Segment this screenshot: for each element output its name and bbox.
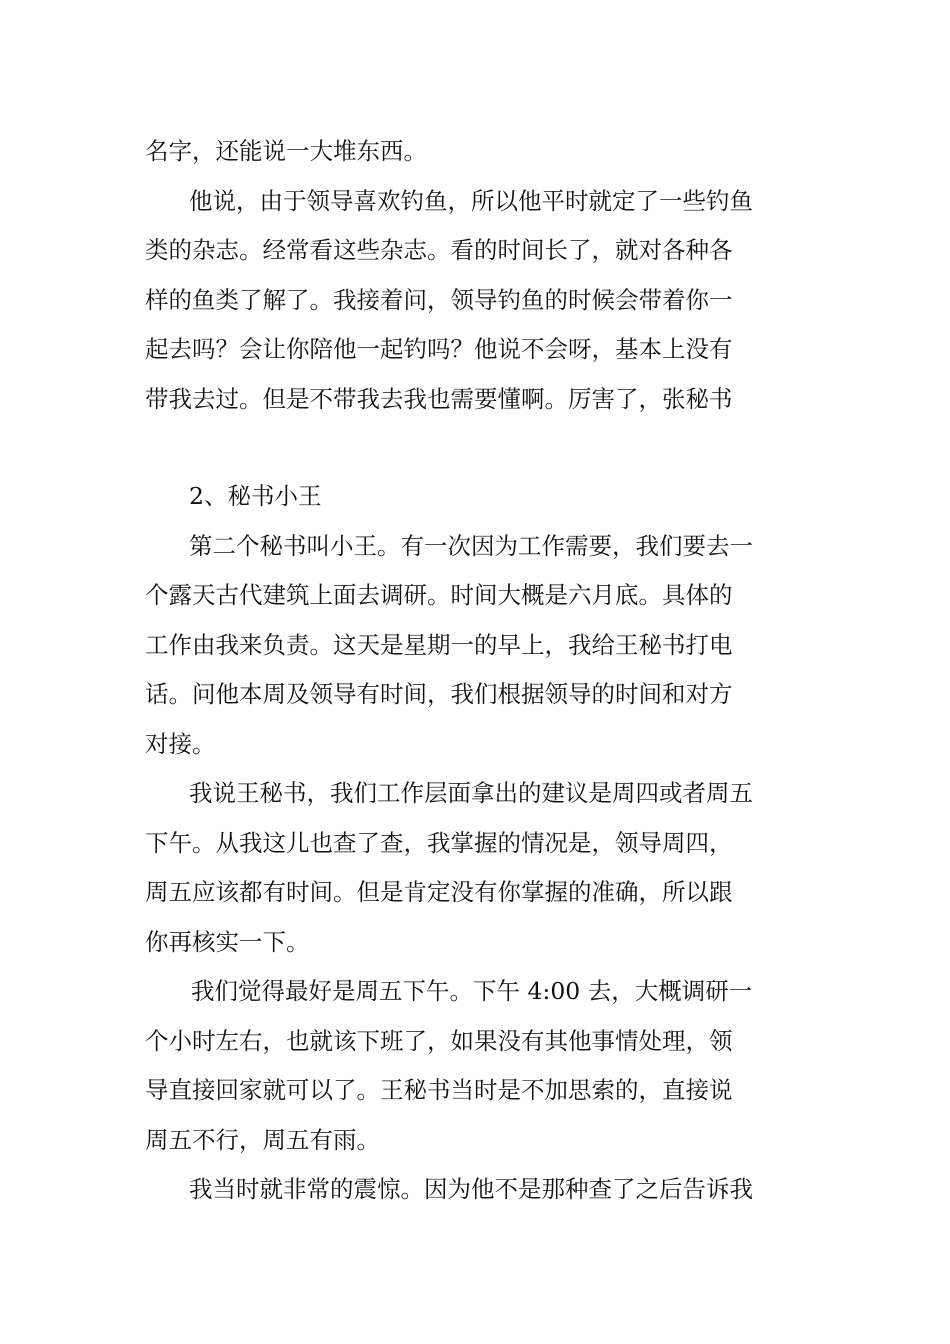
text-line: 你再核实一下。	[145, 927, 310, 956]
section-gap	[145, 424, 810, 472]
text-line: 个露天古代建筑上面去调研。时间大概是六月底。具体的	[145, 581, 733, 609]
text-line: 样的鱼类了解了。我接着问，领导钓鱼的时候会带着你一	[145, 285, 733, 314]
text-line: 我们觉得最好是周五下午。下午 4:00 去，大概调研一	[191, 977, 753, 1005]
text-line: 第二个秘书叫小王。有一次因为工作需要，我们要去一	[189, 531, 753, 560]
text-line: 下午。从我这儿也查了查，我掌握的情况是，领导周四，	[145, 828, 733, 857]
paragraph-fishing	[145, 177, 810, 425]
text-line: 个小时左右，也就该下班了，如果没有其他事情处理，领	[145, 1026, 733, 1055]
section-heading	[145, 472, 810, 522]
text-line: 话。问他本周及领导有时间，我们根据领导的时间和对方	[145, 680, 733, 708]
text-line: 周五不行，周五有雨。	[145, 1125, 380, 1154]
text-line: 带我去过。但是不带我去我也需要懂啊。厉害了，张秘书	[145, 384, 733, 413]
text-line: 周五应该都有时间。但是肯定没有你掌握的准确，所以跟	[145, 878, 733, 906]
text-line: 名字，还能说一大堆东西。	[145, 137, 427, 165]
text-line: 他说，由于领导喜欢钓鱼，所以他平时就定了一些钓鱼	[189, 186, 753, 215]
text-line: 导直接回家就可以了。王秘书当时是不加思索的，直接说	[145, 1076, 733, 1104]
text-line: 我当时就非常的震惊。因为他不是那种查了之后告诉我	[189, 1175, 753, 1203]
document-body	[145, 127, 810, 1215]
paragraph-shock	[145, 1165, 810, 1215]
paragraph-friday	[145, 967, 810, 1165]
text-line: 起去吗？会让你陪他一起钓吗？他说不会呀，基本上没有	[145, 335, 733, 363]
text-line: 类的杂志。经常看这些杂志。看的时间长了，就对各种各	[145, 236, 733, 264]
text-line: 工作由我来负责。这天是星期一的早上，我给王秘书打电	[145, 630, 733, 659]
text-line: 对接。	[145, 729, 216, 758]
paragraph-continuation	[145, 127, 810, 177]
paragraph-intro	[145, 522, 810, 770]
text-line: 我说王秘书，我们工作层面拿出的建议是周四或者周五	[189, 779, 753, 807]
section-heading-text: 2、秘书小王	[189, 482, 322, 510]
paragraph-schedule	[145, 769, 810, 967]
